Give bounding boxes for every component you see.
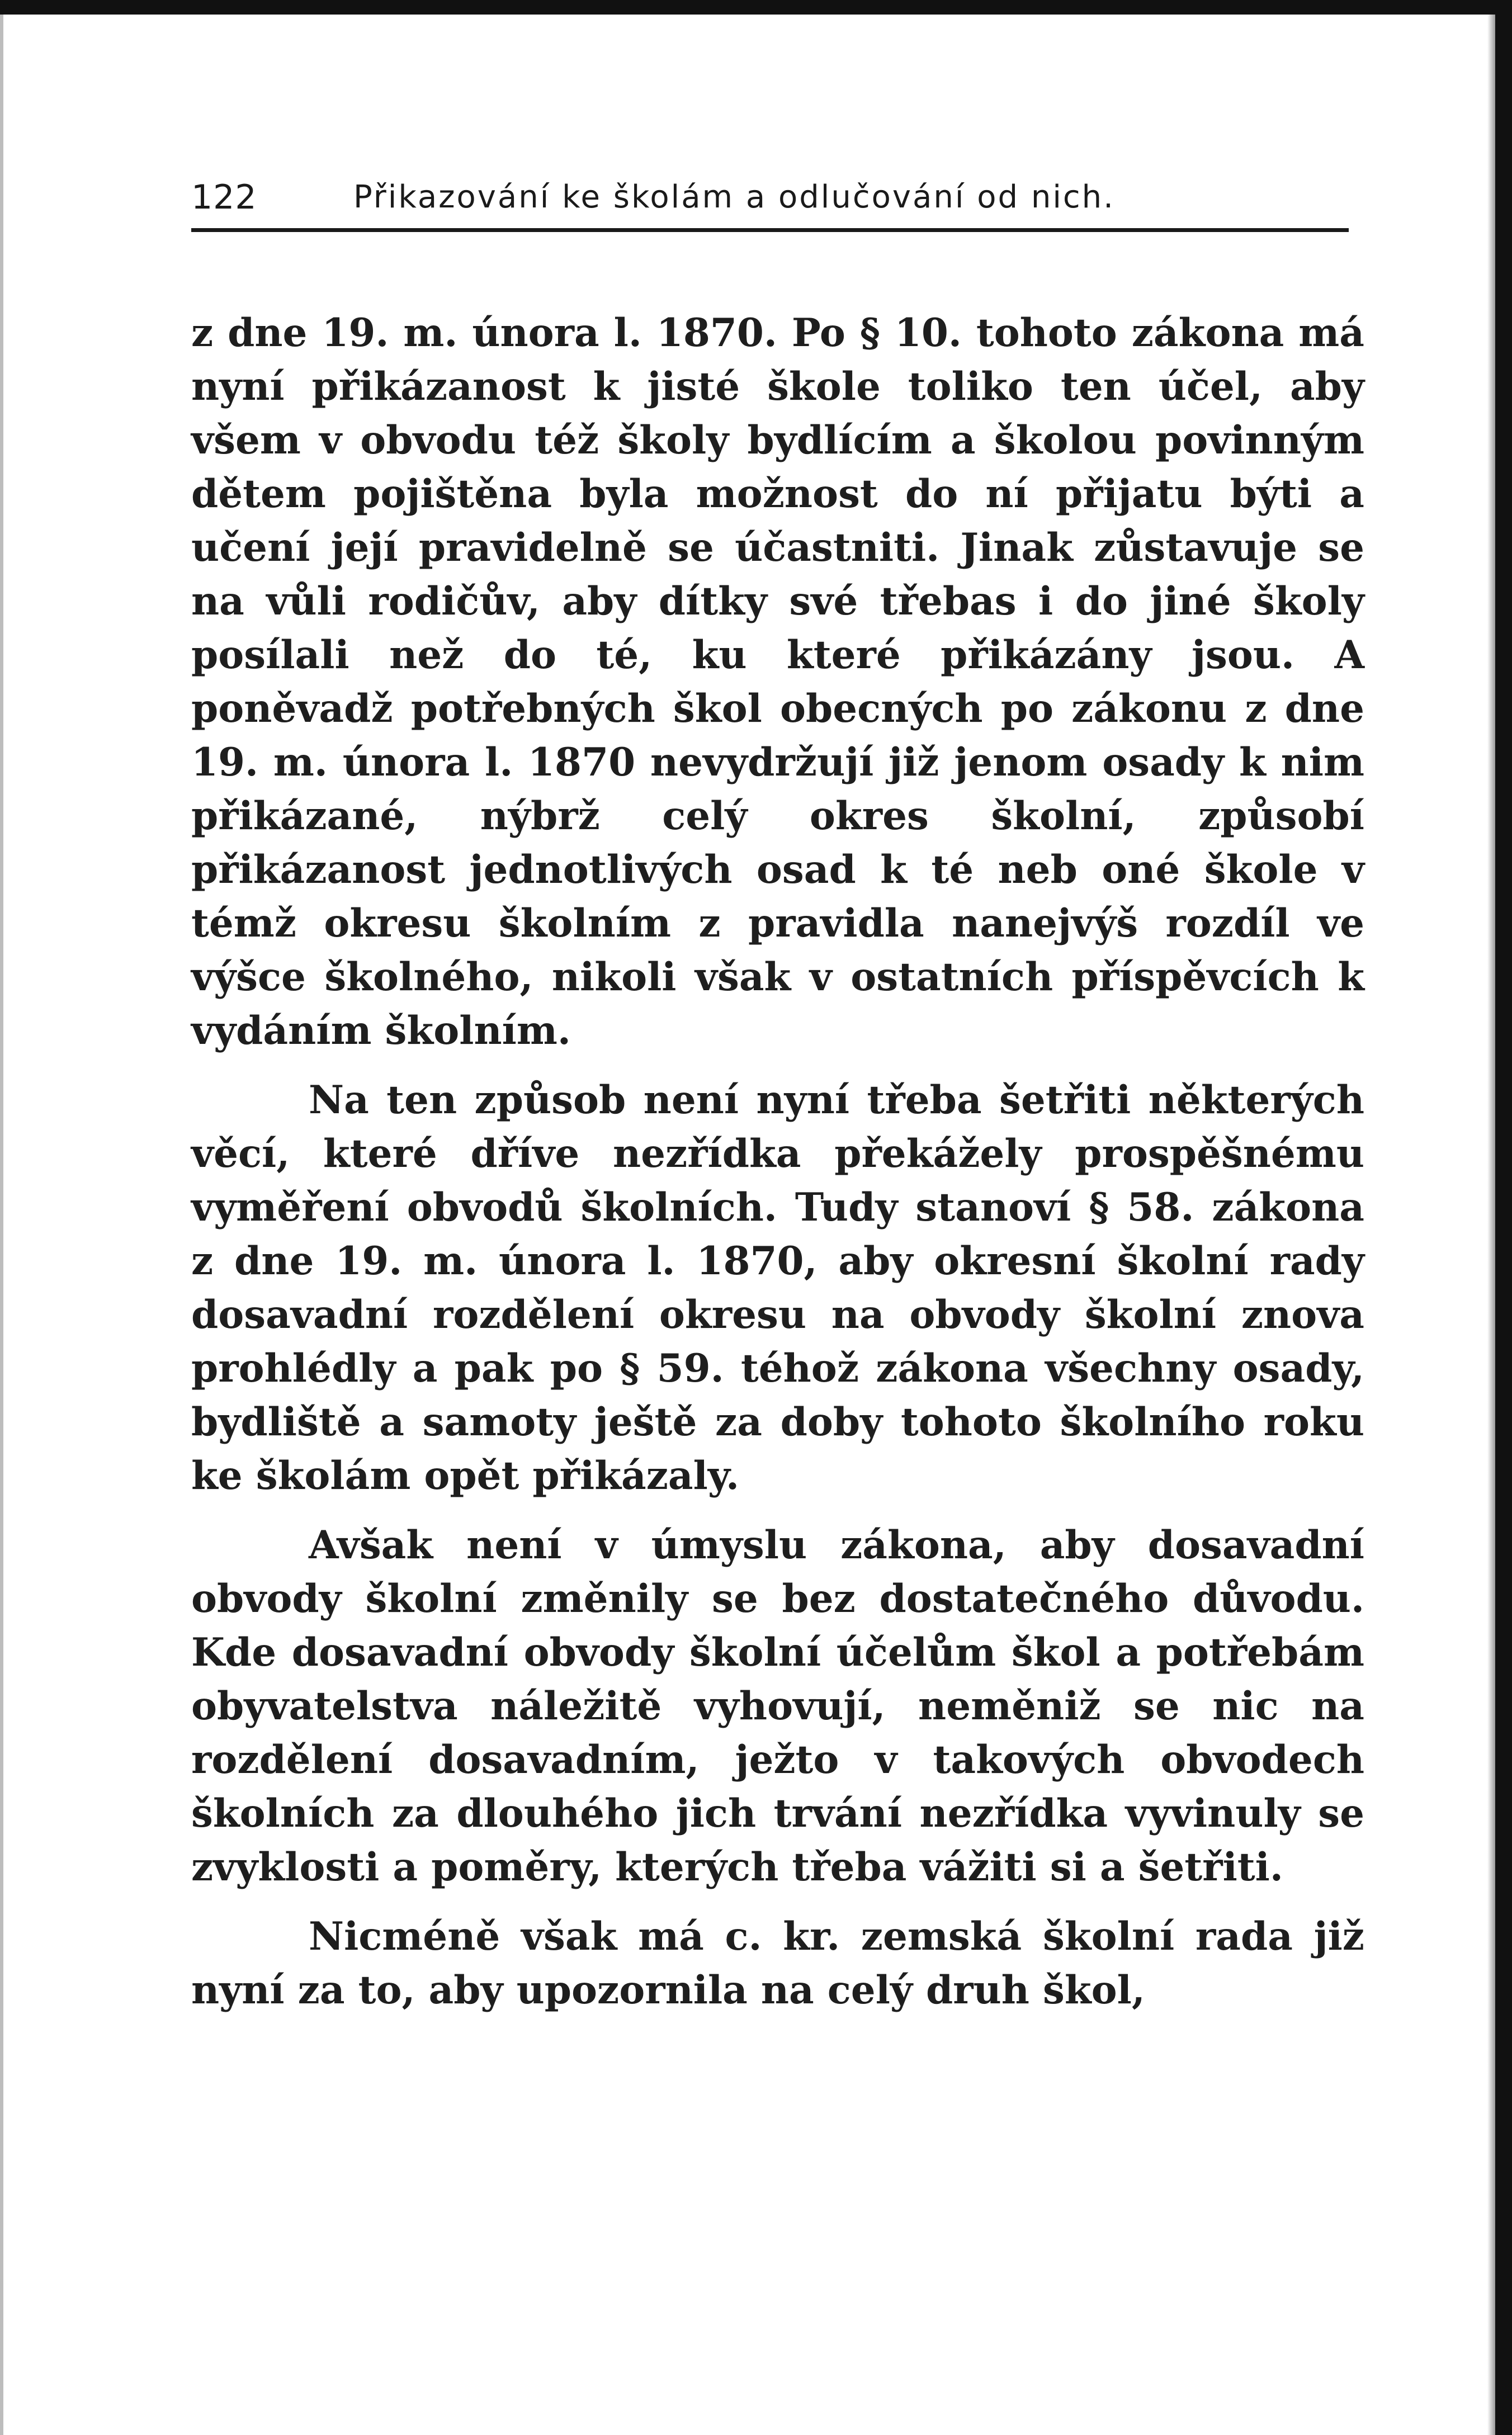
header-rule xyxy=(191,228,1349,232)
page-number: 122 xyxy=(191,178,257,217)
scan-border-top xyxy=(0,0,1512,15)
body-text xyxy=(191,306,1364,2017)
paragraph-3: Avšak není v úmyslu zákona, aby dosavadní obvody školní změnily se bez dostatečného důvodu. Kde dosavadní obvody školní účelům škol a potřebám obyvatelstva náležitě vyhovují, neměniž se nic na rozdělení dosavadním, ježto v takových obvodech školních za dlouhého jich trvání nezřídka vyvinuly se zvyklosti a poměry, kterých třeba vážiti si a šetřiti. xyxy=(191,1523,1364,1890)
running-title: Přikazování ke školám a odlučování od nich. xyxy=(353,179,1115,215)
paragraph-2: Na ten způsob není nyní třeba šetřiti některých věcí, které dříve nezřídka překážely prospěšnému vyměření obvodů školních. Tudy stanoví § 58. zákona z dne 19. m. února l. 1870, aby okresní školní rady dosavadní rozdělení okresu na obvody školní znova prohlédly a pak po § 59. téhož zákona všechny osady, bydliště a samoty ještě za doby tohoto školního roku ke školám opět přikázaly. xyxy=(191,1077,1364,1498)
page-header xyxy=(191,178,1348,223)
scan-border-left xyxy=(0,15,3,2435)
page-edge-shadow xyxy=(1487,15,1495,2435)
scan-border-right xyxy=(1495,0,1512,2435)
paragraph-1: z dne 19. m. února l. 1870. Po § 10. tohoto zákona má nyní přikázanost k jisté škole toliko ten účel, aby všem v obvodu též školy bydlícím a školou povinným dětem pojištěna byla možnost do ní přijatu býti a učení její pravidelně se účastniti. Jinak zůstavuje se na vůli rodičův, aby dítky své třebas i do jiné školy posílali než do té, ku které přikázány jsou. A poněvadž potřebných škol obecných po zákonu z dne 19. m. února l. 1870 nevydržují již jenom osady k nim přikázané, nýbrž celý okres školní, způsobí přikázanost jednotlivých osad k té neb oné škole v témž okresu školním z pravidla nanejvýš rozdíl ve výšce školného, nikoli však v ostatních příspěvcích k vydáním školním. xyxy=(191,310,1364,1053)
paragraph-4: Nicméně však má c. kr. zemská školní rada již nyní za to, aby upozornila na celý druh škol, xyxy=(191,1914,1364,2013)
